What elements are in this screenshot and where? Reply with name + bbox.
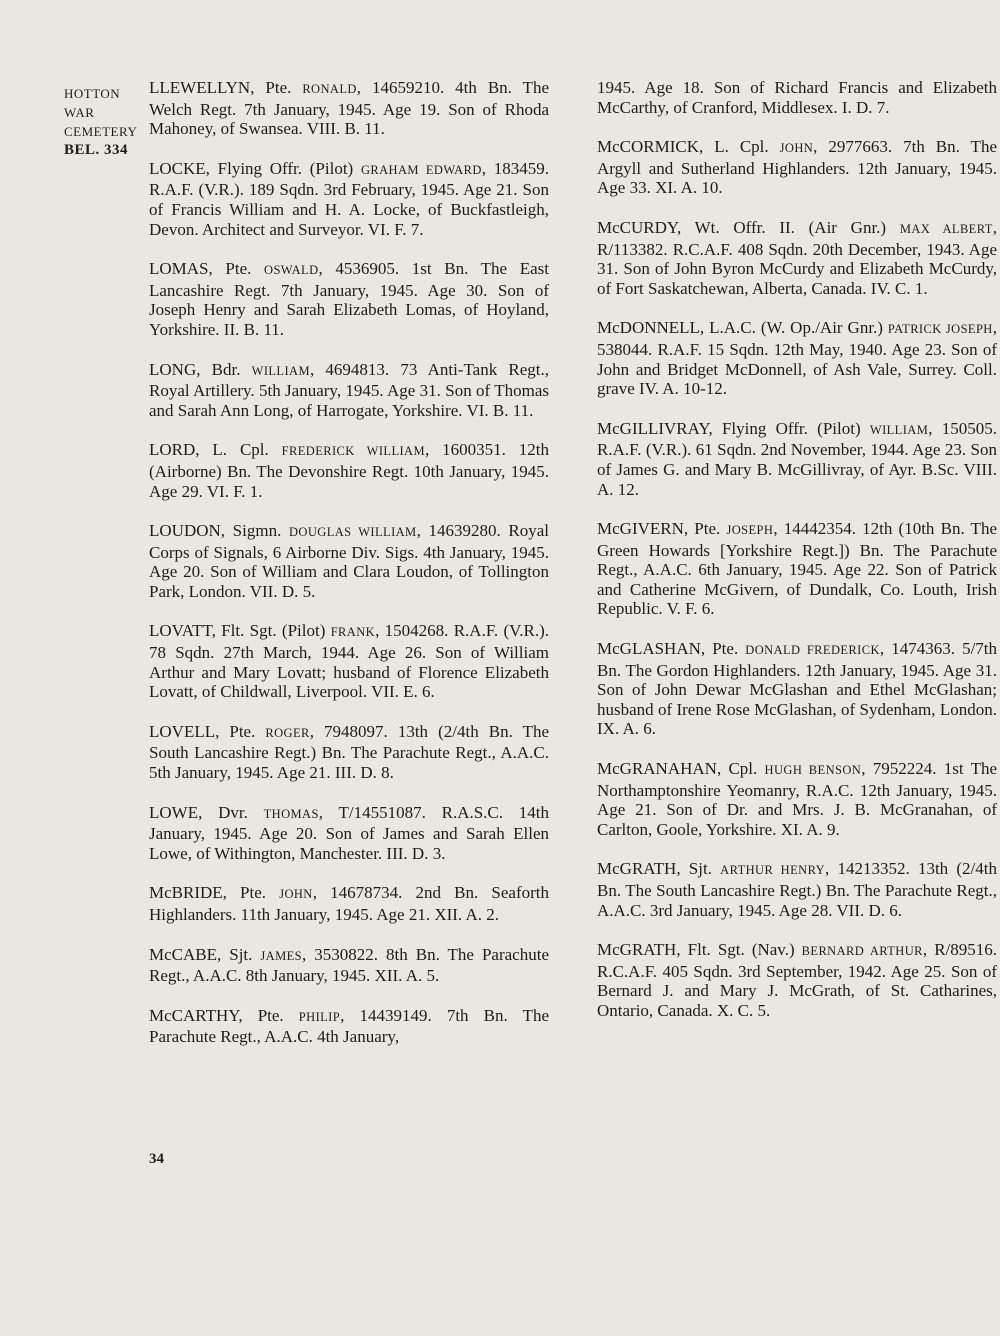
forenames: GRAHAM EDWARD — [360, 162, 482, 177]
forenames: BERNARD ARTHUR — [801, 944, 923, 959]
forenames: ARTHUR HENRY — [720, 863, 826, 878]
forenames: DONALD FREDERICK — [745, 643, 880, 658]
cemetery-label-line: HOTTON — [64, 86, 121, 101]
casualty-entry-continued: 1945. Age 18. Son of Richard Francis and Elizabeth McCarthy, of Cranford, Middlesex. I. D. 7. — [597, 78, 997, 117]
forenames: HUGH BENSON — [764, 763, 862, 778]
forenames: MAX ALBERT — [899, 221, 993, 236]
forenames: WILLIAM — [869, 422, 929, 437]
casualty-entry: LOVELL, Pte. ROGER, 7948097. 13th (2/4th Bn. The South Lancashire Regt.) Bn. The Parachute Regt., A.A.C. 5th January, 1945. Age 21. III. D. 8. — [149, 721, 549, 783]
casualty-entry: LOCKE, Flying Offr. (Pilot) GRAHAM EDWARD, 183459. R.A.F. (V.R.). 189 Sqdn. 3rd February, 1945. Age 21. Son of Francis William and H. A. Locke, of Buckfastleigh, Devon. Architect and Surveyor. VI. F. 7. — [149, 158, 550, 239]
forenames: RONALD — [302, 82, 357, 96]
right-column — [597, 78, 997, 1041]
left-column — [149, 78, 549, 1067]
forenames: THOMAS — [263, 806, 319, 821]
casualty-entry: McCURDY, Wt. Offr. II. (Air Gnr.) MAX ALBERT, R/113382. R.C.A.F. 408 Sqdn. 20th December, 1943. Age 31. Son of John Byron McCurdy and Elizabeth McCurdy, of Fort Saskatchewan, Alberta, Canada. IV. C. 1. — [597, 217, 997, 298]
casualty-entry: LONG, Bdr. WILLIAM, 4694813. 73 Anti-Tank Regt., Royal Artillery. 5th January, 1945. Age 31. Son of Thomas and Sarah Ann Long, of Harrogate, Yorkshire. VI. B. 11. — [149, 359, 549, 420]
casualty-entry: LOWE, Dvr. THOMAS, T/14551087. R.A.S.C. 14th January, 1945. Age 20. Son of James and Sarah Ellen Lowe, of Withington, Manchester. III. D. 3. — [149, 802, 549, 863]
casualty-entry: McCORMICK, L. Cpl. JOHN, 2977663. 7th Bn. The Argyll and Sutherland Highlanders. 12th January, 1945. Age 33. XI. A. 10. — [597, 137, 997, 198]
casualty-entry: McGLASHAN, Pte. DONALD FREDERICK, 1474363. 5/7th Bn. The Gordon Highlanders. 12th January, 1945. Age 31. Son of John Dewar McGlashan and Ethel McGlashan; husband of Irene Rose McGlashan, of Sydenham, London. IX. A. 6. — [597, 639, 998, 739]
cemetery-label-line: CEMETERY — [64, 124, 138, 139]
forenames: FRANK — [330, 625, 376, 640]
casualty-entry: LOUDON, Sigmn. DOUGLAS WILLIAM, 14639280. Royal Corps of Signals, 6 Airborne Div. Sigs. 4th January, 1945. Age 20. Son of William and Clara Loudon, of Tollington Park, London. VII. D. 5. — [149, 521, 550, 601]
forenames: JAMES — [260, 948, 303, 963]
casualty-entry: McGIVERN, Pte. JOSEPH, 14442354. 12th (10th Bn. The Green Howards [Yorkshire Regt.]) Bn. The Parachute Regt., A.A.C. 6th January, 1945. Age 22. Son of Patrick and Catherine McGivern, of Dundalk, Co. Louth, Irish Republic. V. F. 6. — [597, 519, 997, 619]
forenames: WILLIAM — [251, 363, 310, 378]
casualty-entry: McGILLIVRAY, Flying Offr. (Pilot) WILLIAM, 150505. R.A.F. (V.R.). 61 Sqdn. 2nd November, 1944. Age 23. Son of James G. and Mary B. McGillivray, of Ayr. B.Sc. VIII. A. 12. — [597, 418, 998, 499]
casualty-entry: LLEWELLYN, Pte. RONALD, 14659210. 4th Bn. The Welch Regt. 7th January, 1945. Age 19. Son of Rhoda Mahoney, of Swansea. VIII. B. 11. — [149, 78, 549, 139]
forenames: PHILIP — [298, 1009, 341, 1024]
casualty-entry: LORD, L. Cpl. FREDERICK WILLIAM, 1600351. 12th (Airborne) Bn. The Devonshire Regt. 10th January, 1945. Age 29. VI. F. 1. — [149, 440, 549, 501]
forenames: ROGER — [265, 725, 310, 740]
casualty-entry: McGRATH, Sjt. ARTHUR HENRY, 14213352. 13th (2/4th Bn. The South Lancashire Regt.) Bn. The Parachute Regt., A.A.C. 3rd January, 1945. Age 28. VII. D. 6. — [597, 859, 997, 920]
casualty-entry: McDONNELL, L.A.C. (W. Op./Air Gnr.) PATRICK JOSEPH, 538044. R.A.F. 15 Sqdn. 12th May, 1940. Age 23. Son of John and Bridget McDonnell, of Ash Vale, Surrey. Coll. grave IV. A. 10-12. — [597, 318, 997, 399]
forenames: OSWALD — [264, 263, 319, 278]
page-number: 34 — [149, 1151, 164, 1167]
forenames: JOHN — [779, 141, 814, 156]
forenames: DOUGLAS WILLIAM — [289, 525, 417, 540]
casualty-entry: McBRIDE, Pte. JOHN, 14678734. 2nd Bn. Seaforth Highlanders. 11th January, 1945. Age 21. XII. A. 2. — [149, 883, 549, 924]
casualty-entry: McCARTHY, Pte. PHILIP, 14439149. 7th Bn. The Parachute Regt., A.A.C. 4th January, — [149, 1005, 549, 1047]
forenames: PATRICK JOSEPH — [887, 322, 993, 337]
casualty-entry: McGRATH, Flt. Sgt. (Nav.) BERNARD ARTHUR, R/89516. R.C.A.F. 405 Sqdn. 3rd September, 1942. Age 25. Son of Bernard J. and Mary J. McGrath, of St. Catharines, Ontario, Canada. X. C. 5. — [597, 940, 998, 1020]
forenames: JOSEPH — [726, 523, 774, 538]
casualty-entry: McCABE, Sjt. JAMES, 3530822. 8th Bn. The Parachute Regt., A.A.C. 8th January, 1945. XII. A. 5. — [149, 944, 549, 986]
forenames: JOHN — [279, 887, 313, 902]
casualty-entry: McGRANAHAN, Cpl. HUGH BENSON, 7952224. 1st The Northamptonshire Yeomanry, R.A.C. 12th January, 1945. Age 21. Son of Dr. and Mrs. J. B. McGranahan, of Carlton, Goole, Yorkshire. XI. A. 9. — [597, 759, 998, 839]
forenames: FREDERICK WILLIAM — [281, 444, 425, 459]
casualty-entry: LOMAS, Pte. OSWALD, 4536905. 1st Bn. The East Lancashire Regt. 7th January, 1945. Age 30. Son of Joseph Henry and Sarah Elizabeth Lomas, of Hoyland, Yorkshire. II. B. 11. — [149, 259, 549, 339]
cemetery-label-line: WAR — [64, 105, 95, 120]
cemetery-label — [64, 84, 137, 160]
cemetery-reference: BEL. 334 — [64, 142, 129, 158]
casualty-entry: LOVATT, Flt. Sgt. (Pilot) FRANK, 1504268. R.A.F. (V.R.). 78 Sqdn. 27th March, 1944. Age 26. Son of William Arthur and Mary Lovatt; husband of Florence Elizabeth Lovatt, of Childwall, Liverpool. VII. E. 6. — [149, 621, 549, 702]
